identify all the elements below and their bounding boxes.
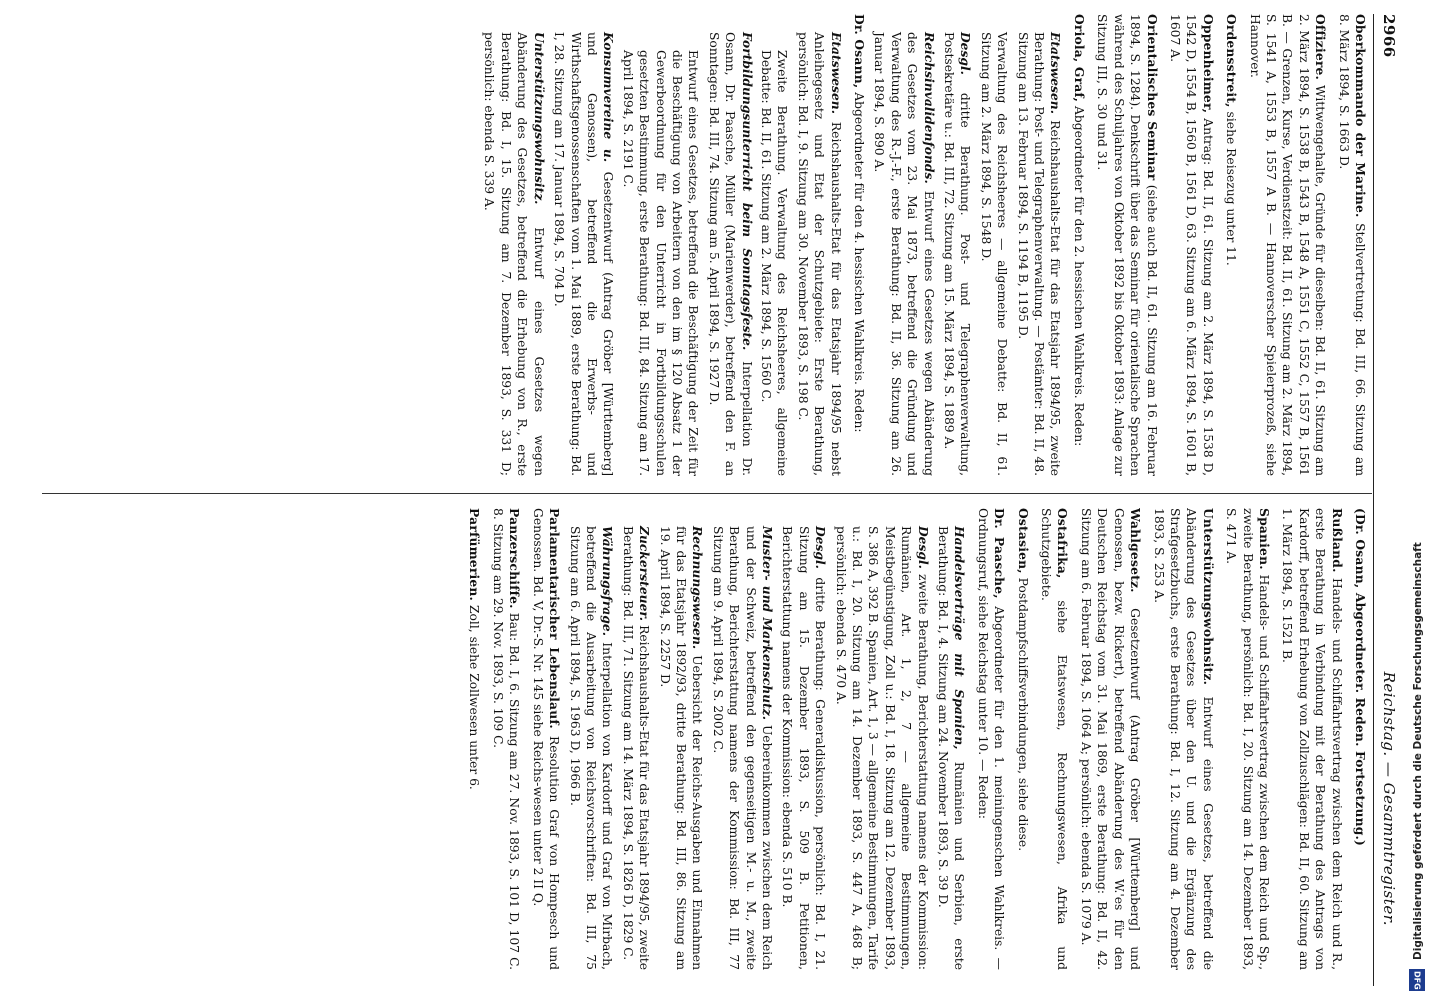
register-entry [490, 508, 523, 970]
entry-heading: Reichsinvalidenfonds. [921, 32, 937, 184]
register-entry [935, 526, 968, 970]
register-entry [1223, 508, 1272, 970]
entry-text: Postdampfschiffsverbindungen, siehe diese. [1015, 577, 1030, 852]
entry-heading: Dr. Paasche, [992, 508, 1008, 599]
entry-text: Interpellation von Kardorff und Graf von Mirbach, betreffend die Ausarbeitung von Reichsvorschriften: Bd. III, 75 Sitzung am 6. April 1894, S. 1963 D, 1966 B. [567, 526, 615, 970]
running-title: Reichstag. — Gesammtregister. [1380, 671, 1398, 926]
entry-text: (siehe auch Bd. II, 61. Sitzung am 16. Februar 1894, S. 1284). Denkschrift über das Seminar für orientalische Sprachen während des Schuljahres von Oktober 1892 bis Oktober 1893: Anlage zur Sitzung III, S. 30 und 31. [1095, 14, 1159, 476]
entry-text: Bau: Bd. I, 6. Sitzung am 27. Nov. 1893, S. 101 D, 107 C. 8. Sitzung am 29. Nov. 1893, S. 109 C. [490, 508, 522, 970]
entry-text: Rumänien und Serbien, erste Berathung: Bd. I, 4. Sitzung am 24. November 1893, S. 39 D. [936, 526, 967, 970]
entry-heading: Unterstützungswohnsitz. [1200, 508, 1216, 686]
entry-text: Entwurf eines Gesetzes, betreffend die Abänderung des Gesetzes über den U. und die Ergänzung des Strafgesetzbuchs, erste Berathung: Bd. I, 12. Sitzung am 4. Dezember 1893, S. 253 A. [1151, 508, 1215, 970]
entry-text: Zoll, siehe Zollwesen unter 6. [467, 604, 482, 790]
register-entry [758, 50, 791, 476]
entry-text: Reichshaushalts-Etat für das Etatsjahr 1894/95, zweite Berathung: Bd. III, 71. Sitzung am 14. März 1894, S. 1826 D, 1829 C. [620, 526, 652, 970]
entry-heading: Etatswesen. [828, 32, 844, 115]
entry-heading: Desgl. [958, 32, 974, 75]
entry-heading: (Dr. Osann, Abgeordneter. Reden. Fortsetzung.) [1353, 508, 1368, 847]
entry-heading: Konsumvereine u. [601, 32, 617, 163]
register-entry [1167, 14, 1216, 476]
entry-heading: Etatswesen. [1048, 32, 1064, 115]
entry-heading: Oppenheimer, [1200, 14, 1216, 114]
register-entry [466, 508, 482, 970]
entry-heading: Fortbildungsunterricht beim Sonntagsfeste. [739, 32, 755, 351]
entry-heading: Ostafrika, [1055, 508, 1071, 579]
entry-heading: Ostasien, [1015, 508, 1031, 574]
register-entry [977, 32, 1010, 476]
register-entry [794, 32, 843, 476]
register-entry [1246, 14, 1328, 476]
page-header [1376, 14, 1402, 986]
entry-text: Abgeordneter für den 2. hessischen Wahlkreis. Reden: [1071, 106, 1086, 447]
register-entry [1150, 508, 1216, 970]
entry-text: Stellvertretung: Bd. III, 66. Sitzung am 8. März 1894, S. 1663 D. [1336, 14, 1367, 476]
register-entry [566, 526, 615, 970]
register-entry [709, 526, 775, 970]
left-column [28, 14, 1368, 476]
entry-text: Abgeordneter für den 1. meiningenschen Wahlkreis. — Ordnungsruf, siehe Reichstag unter 10. — Reden: [975, 508, 1007, 970]
entry-heading: Desgl. [813, 526, 829, 569]
entry-heading: Rechnungswesen. [690, 526, 706, 650]
register-entry [619, 50, 701, 476]
entry-text: Interpellation Dr. Osann, Dr. Paasche, Müller (Marienwerder), betreffend den F. an Sonntagen: Bd. III, 74. Sitzung am 5. April 1894, S. 1927 D. [706, 32, 754, 476]
register-entry [1014, 508, 1030, 970]
entry-heading: Wahlgesetz. [1128, 508, 1144, 593]
entry-heading: Unterstützungswohnsitz. [531, 32, 547, 205]
register-entry [832, 526, 930, 970]
register-entry [974, 508, 1007, 970]
entry-text: siehe Etatswesen, Rechnungswesen, Afrika und Schutzgebiete. [1039, 508, 1070, 970]
entry-text: Handels- und Schiffahrtsvertrag zwischen dem Reich und Sp., zweite Berathung, persönlich: Bd. I, 20. Sitzung am 14. Dezember 1893, S. 471 A. [1224, 508, 1271, 970]
column-divider [42, 493, 1372, 494]
entry-heading: Rußland. [1329, 508, 1345, 573]
header-rule [1373, 14, 1374, 986]
entry-text: Wittwengehalte, Gründe für dieselben: Bd. II, 61. Sitzung am 2. März 1894, S. 1538 B, 1543 B, 1548 A, 1551 C, 1552 C, 1557 B, 1561 B. — Grenzen, Kurse, Verdienstzeit: Bd. II, 61. Sitzung am 2. März 1894, S. 1541 A, 1553 B, 1557 A B. — Hannoverscher Spielerprozeß, siehe Hannover. [1247, 14, 1328, 476]
register-entry [1279, 508, 1345, 970]
register-entry [941, 32, 974, 476]
entry-text: Entwurf eines Gesetzes wegen Abänderung des Gesetzes, betreffend die Erhebung von R., erste Berathung: Bd. I, 15. Sitzung am 7. Dezember 1893, S. 331 D; persönlich: ebenda S. 339 A. [482, 32, 546, 476]
entry-text: dritte Berathung: Generaldiskussion, persönlich: Bd. I, 21. Sitzung am 15. Dezember 1893, S. 509 B. Petitionen, Berichterstattung namens der Kommission: ebenda S. 510 B. [780, 526, 828, 970]
entry-text: Uebereinkommen zwischen dem Reich und der Schweiz, betreffend den gegenseitigen M.- u. M., zweite Berathung, Berichterstattung namens der Kommission: Bd. III, 77 Sitzung am 9. April 1894, S. 2002 C. [710, 526, 774, 970]
entry-text: Verwaltung des Reichsheeres — allgemeine Debatte: Bd. II, 61. Sitzung am 2. März 1894, S. 1548 D. [978, 32, 1010, 476]
entry-heading: Oriola, Graf, [1071, 14, 1087, 103]
entry-text: Antrag: Bd. II, 61. Sitzung am 2. März 1894, S. 1538 D, 1542 D, 1554 B, 1560 B, 1561 D, 63. Sitzung am 6. März 1894, S. 1601 B, 1607 A. [1167, 14, 1215, 476]
entry-heading: Zuckersteuer. [637, 526, 653, 622]
register-entry [705, 32, 754, 476]
digitization-sidebar [1403, 0, 1432, 1000]
entry-heading: Spanien. [1256, 508, 1272, 570]
register-entry [1223, 14, 1239, 476]
entry-heading: Dr. Osann, [852, 14, 868, 89]
entry-heading: Oberkommando der Marine. [1353, 14, 1368, 218]
entry-heading: Parlamentarischer Lebenslauf. [547, 508, 563, 729]
entry-text: Resolution Graf von Hompesch und Genossen. Bd. V, Dr.-S. Nr. 145 siehe Reichs-wesen unter 2 II Q. [530, 508, 562, 970]
entry-heading: Panzerschiffe. [507, 508, 523, 609]
entry-heading: Parfümerien. [467, 508, 483, 602]
entry-text: dritte Berathung. Post- und Telegraphenverwaltung, Postsekretäre u.: Bd. III, 72. Sitzung am 15. März 1894, S. 1889 A. [942, 32, 973, 476]
register-entry [1078, 508, 1144, 970]
entry-text: Entwurf eines Gesetzes wegen Abänderung des Gesetzes vom 23. Mai 1873, betreffend die Gründung und Verwaltung des R.-J.-F., erste Berathung: Bd. II, 36. Sitzung am 26. Januar 1894, S. 890 A. [872, 32, 936, 476]
register-entry [779, 526, 828, 970]
entry-text: Entwurf eines Gesetzes, betreffend die Beschäftigung der Zeit für die Beschäftigung von Arbeitern von den im § 120 Absatz 1 der Gewerbeordnung für den Unterricht in Fortbildungsschulen gesetzten Bestimmung, erste Berathung: Bd. III, 84. Sitzung am 17. April 1894, S. 2191 C. [620, 50, 701, 476]
entry-text: Uebersicht der Reichs-Ausgaben und Einnahmen für das Etatsjahr 1892/93, dritte Berathung: Bd. III, 86. Sitzung am 19. April 1894, S. 2257 D. [657, 526, 705, 970]
entry-text: zweite Berathung, Berichterstattung namens der Kommission: Rumänien, Art. 1, 2, 7 — allgemeine Bestimmungen, Meistbegünstigung, Zoll u.: Bd. I, 18. Sitzung am 12. Dezember 1893, S. 386 A, 392 B. Spanien, Art. 1, 3 — allgemeine Bestimmungen, Tarife u.: Bd. I, 20. Sitzung am 14. Dezember 1893, S. 447 A, 468 B; persönlich: ebenda S. 470 A. [833, 526, 930, 970]
register-entry [1014, 32, 1063, 476]
register-entry [1352, 508, 1368, 970]
entry-text: Handels- und Schiffahrtsvertrag zwischen dem Reich und R., erste Berathung in Verbindung mit der Berathung des Antrags von Kardorff, betreffend Erhebung von Zollzuschlägen: Bd. II, 60. Sitzung am 1. März 1894, S. 1521 B. [1280, 508, 1344, 970]
entry-heading: Handelsverträge mit Spanien, [952, 526, 968, 750]
register-entry [851, 14, 867, 476]
right-column [28, 508, 1368, 970]
digitization-credit: Digitalisierung gefördert durch die Deutsche Forschungsgemeinschaft [1412, 542, 1424, 960]
entry-heading: Ordensstreit, [1224, 14, 1240, 108]
entry-text: Reichshaushalts-Etat für das Etatsjahr 1894/95 nebst Anleihegesetz und Etat der Schutzgebiete: Erste Berathung, persönlich: Bd. I, 9. Sitzung am 30. November 1893, S. 198 C. [795, 32, 843, 476]
entry-heading: Desgl. [915, 526, 931, 569]
register-entry [619, 526, 652, 970]
entry-text: Zweite Berathung. Verwaltung des Reichsheeres, allgemeine Debatte: Bd. II, 61. Sitzung am 2. März 1894, S. 1560 C. [759, 50, 790, 476]
entry-text: Reichshaushalts-Etat für das Etatsjahr 1894/95, zweite Berathung: Post- und Telegraphenverwaltung. — Postämter: Bd. II, 48. Sitzung am 13. Februar 1894, S. 1194 B, 1195 D. [1015, 32, 1063, 476]
entry-heading: Orientalisches Seminar [1144, 14, 1160, 181]
entry-text: Abgeordneter für den 4. hessischen Wahlkreis. Reden: [852, 92, 867, 433]
entry-heading: Offiziere. [1313, 14, 1329, 81]
entry-heading: Muster- und Markenschutz. [760, 526, 775, 721]
register-entry [1335, 14, 1368, 476]
register-entry [1071, 14, 1087, 476]
entry-text: siehe Reisezug unter 11. [1224, 111, 1239, 266]
register-entry [656, 526, 705, 970]
entry-text: Gesetzentwurf (Antrag Gröber [Württemberg] und Genossen), betreffend die Erwerbs- und Wirthschaftsgenossenschaften vom 1. Mai 1889, erste Berathung: Bd. I, 28. Sitzung am 17. Januar 1894, S. 704 D. [552, 32, 616, 476]
register-entry [871, 32, 937, 476]
page-number: 2966 [1380, 14, 1398, 58]
register-entry [481, 32, 547, 476]
register-entry [529, 508, 562, 970]
entry-heading: Währungsfrage. [600, 526, 616, 636]
rotated-register-page [12, 14, 1402, 986]
dfg-logo: DFG [1409, 969, 1425, 991]
register-entry [1038, 508, 1071, 970]
register-entry [1094, 14, 1160, 476]
register-entry [551, 32, 617, 476]
entry-text: Gesetzentwurf (Antrag Gröber [Württemberg] und Genossen, bezw. Rickert), betreffend Abänderung des W.'es für den Deutschen Reichstag vom 31. Mai 1869, erste Berathung: Bd. II, 42. Sitzung am 6. Februar 1894, S. 1064 A; persönlich: ebenda S. 1079 A. [1078, 508, 1143, 970]
